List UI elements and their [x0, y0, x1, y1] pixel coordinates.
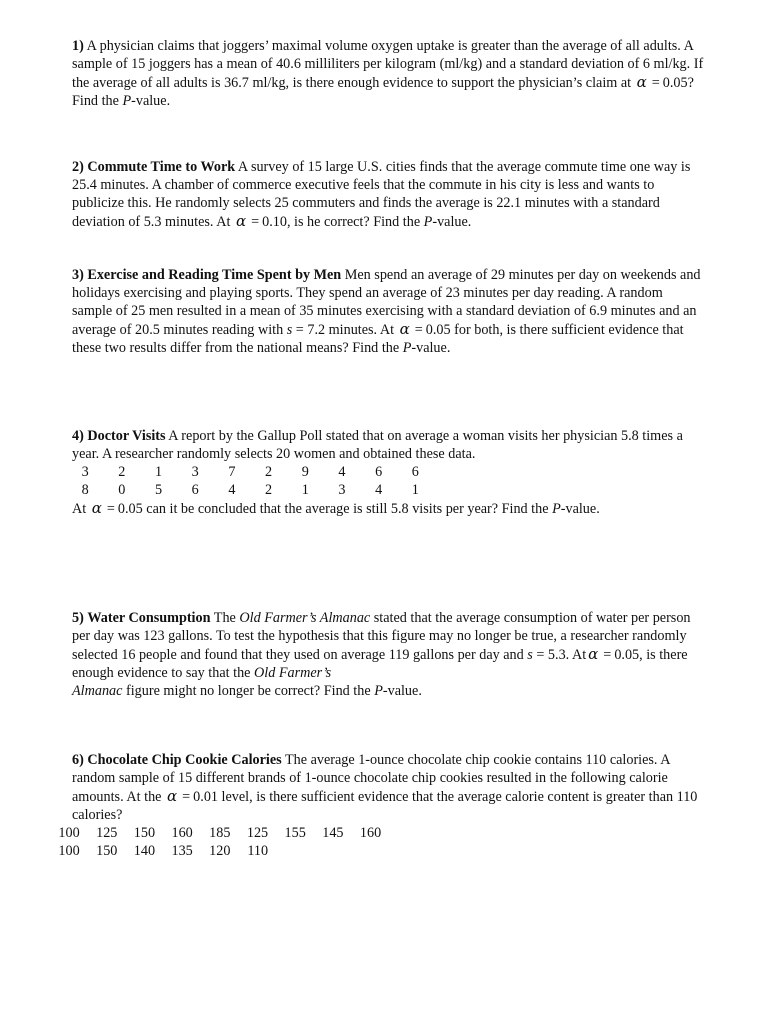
problem-2-body-text: 25.4 minutes. A chamber of commerce executive feels that the commute in his city is less and wants to publicize this. He randomly selects 25 commuters and finds the average is 22.1 minutes with a standard deviation of 5.3 minutes. At — [72, 177, 660, 230]
equals-sign: = — [651, 75, 660, 91]
equals-sign: = — [603, 647, 612, 663]
p-letter: P — [374, 683, 383, 699]
data-cell: 145 — [322, 825, 344, 841]
data-cell: 140 — [133, 843, 156, 859]
problem-4-at: At — [72, 501, 90, 517]
problem-4-end: -value. — [560, 501, 600, 517]
problem-6-number: 6) — [72, 752, 84, 768]
problem-6-alpha-value: 0.01 level, is there sufficient evidence that the average calorie content is greater than 110 calories? — [72, 789, 698, 823]
problem-6-title: Chocolate Chip Cookie Calories — [87, 752, 282, 768]
data-cell: 9 — [301, 464, 309, 480]
p-letter: P — [552, 501, 561, 517]
problem-5-end: -value. — [382, 683, 422, 699]
alpha-symbol: α — [167, 787, 178, 805]
data-cell: 5 — [154, 482, 163, 498]
problem-5-body: stated that the average consumption of water per person per day was 123 gallons. To test the hypothesis that this figure may no longer be true, a researcher randomly selected 16 people and found that they used on average 119 gallons per day and — [72, 610, 691, 663]
data-cell: 4 — [228, 482, 236, 498]
data-row — [52, 481, 419, 499]
s-letter: s — [286, 322, 293, 338]
data-cell: 4 — [375, 482, 383, 498]
data-cell: 150 — [96, 843, 118, 859]
data-cell: 8 — [81, 482, 89, 498]
problem-6-text — [72, 751, 704, 824]
alpha-symbol: α — [636, 73, 647, 91]
empty-cell — [268, 842, 306, 860]
data-cell: 100 — [58, 825, 80, 841]
problem-2-line1-text: A survey of 15 large U.S. cities finds that the average commute time one way is — [235, 159, 691, 175]
problem-4-title: Doctor Visits — [87, 428, 166, 444]
problem-2 — [72, 158, 704, 231]
problem-4-alpha-value: 0.05 can it be concluded that the average is still 5.8 visits per year? Find the — [117, 501, 553, 517]
problem-2-alpha-value: 0.10, is he correct? Find the — [262, 214, 424, 230]
data-cell: 125 — [96, 825, 118, 841]
problem-6 — [58, 751, 704, 860]
alpha-symbol: α — [399, 320, 410, 338]
data-cell: 2 — [265, 464, 273, 480]
data-cell: 135 — [171, 843, 193, 859]
problem-3-body: Men spend an average of 29 minutes per day on weekends and holidays exercising and playing sports. They spend an average of 23 minutes per day reading. A random sample of 25 men resulted in a mean of 35 minutes exercising with a standard deviation of 6.9 minutes and an average of 20.5 minutes reading with — [72, 267, 701, 338]
problem-5-source-2: Old Farmer’s — [254, 665, 332, 681]
problem-5-source: Old Farmer’s Almanac — [239, 610, 371, 626]
data-cell: 6 — [411, 464, 419, 480]
s-letter: s — [527, 647, 533, 663]
data-cell: 3 — [191, 464, 199, 480]
equals-sign: = — [251, 214, 260, 230]
data-cell: 0 — [118, 482, 126, 498]
data-cell: 6 — [375, 464, 383, 480]
problem-2-number: 2) — [72, 159, 84, 175]
problem-4-question — [72, 499, 704, 518]
problem-4-body: A report by the Gallup Poll stated that on average a woman visits her physician 5.8 times a year. A researcher randomly selects 20 women and obtained these data. — [72, 428, 683, 462]
problem-3 — [72, 266, 704, 357]
problem-1-text — [72, 37, 704, 110]
p-letter: P — [423, 214, 433, 230]
problem-1-body: A physician claims that joggers’ maximal volume oxygen uptake is greater than the average of all adults. A sample of 15 joggers has a mean of 40.6 milliliters per kilogram (ml/kg) and a standard deviation of 6 ml/kg. If the average of all adults is 36.7 ml/kg, is there enough evidence to support the physician’s claim at — [72, 38, 704, 91]
problem-1 — [72, 37, 704, 110]
p-letter: P — [402, 340, 412, 356]
problem-5-alpha-value: 0.05, is there enough evidence to say that the — [72, 647, 688, 681]
data-cell: 160 — [171, 825, 193, 841]
data-cell: 1 — [411, 482, 419, 498]
problem-3-alpha-value: 0.05 for both, is there sufficient evidence that these two results differ from the national means? Find the — [72, 322, 684, 356]
problem-2-body — [72, 176, 704, 231]
problem-3-text — [72, 266, 704, 357]
empty-cell — [344, 842, 382, 860]
problem-5-text — [72, 609, 704, 700]
data-cell: 1 — [154, 464, 163, 480]
problem-5-source-2b: Almanac — [72, 683, 123, 699]
alpha-symbol: α — [91, 499, 102, 517]
problem-1-alpha-value: 0.05? Find the — [72, 75, 694, 109]
p-letter: P — [122, 93, 132, 109]
equals-sign: = — [182, 789, 191, 805]
data-cell: 1 — [301, 482, 309, 498]
problem-3-s-value: = 7.2 minutes. At — [292, 322, 398, 338]
data-row — [42, 842, 381, 860]
problem-4-data-table — [52, 463, 419, 499]
alpha-symbol: α — [235, 212, 247, 230]
problem-4-number: 4) — [72, 428, 84, 444]
data-cell: 3 — [81, 464, 89, 480]
data-cell: 125 — [246, 825, 269, 841]
data-cell: 185 — [209, 825, 231, 841]
data-cell: 120 — [209, 843, 231, 859]
problem-5-the: The — [210, 610, 240, 626]
data-cell: 4 — [338, 464, 346, 480]
problem-2-line-1 — [72, 158, 704, 176]
problem-1-end: -value. — [131, 93, 171, 109]
problem-5 — [72, 609, 704, 700]
equals-sign: = — [414, 322, 423, 338]
problem-5-s-value: = 5.3. At — [532, 647, 587, 663]
problem-4 — [72, 427, 704, 518]
problem-3-title: Exercise and Reading Time Spent by Men — [87, 267, 342, 283]
problem-5-after-source: figure might no longer be correct? Find the — [122, 683, 375, 699]
data-cell: 150 — [133, 825, 156, 841]
data-cell: 3 — [338, 482, 346, 498]
data-cell: 2 — [118, 464, 126, 480]
empty-cell — [306, 842, 344, 860]
problem-2-end: -value. — [432, 214, 472, 230]
equals-sign: = — [106, 501, 115, 517]
data-cell: 2 — [265, 482, 273, 498]
data-cell: 110 — [247, 843, 269, 859]
problem-2-title: Commute Time to Work — [87, 159, 236, 175]
data-cell: 7 — [228, 464, 236, 480]
problem-6-body: The average 1-ounce chocolate chip cookie contains 110 calories. A random sample of 15 different brands of 1-ounce chocolate chip cookies resulted in the following calorie amounts. At the — [72, 752, 670, 805]
problem-4-text — [72, 427, 704, 463]
data-cell: 6 — [191, 482, 199, 498]
data-cell: 160 — [359, 825, 382, 841]
data-cell: 155 — [284, 825, 306, 841]
data-row — [52, 463, 419, 481]
problem-1-number: 1) — [72, 38, 84, 54]
problem-3-end: -value. — [411, 340, 451, 356]
alpha-symbol: α — [588, 645, 599, 663]
data-cell: 100 — [58, 843, 80, 859]
problem-5-title: Water Consumption — [87, 610, 211, 626]
data-row — [42, 824, 381, 842]
problem-5-number: 5) — [72, 610, 84, 626]
problem-6-data-table — [42, 824, 381, 860]
problem-3-number: 3) — [72, 267, 84, 283]
